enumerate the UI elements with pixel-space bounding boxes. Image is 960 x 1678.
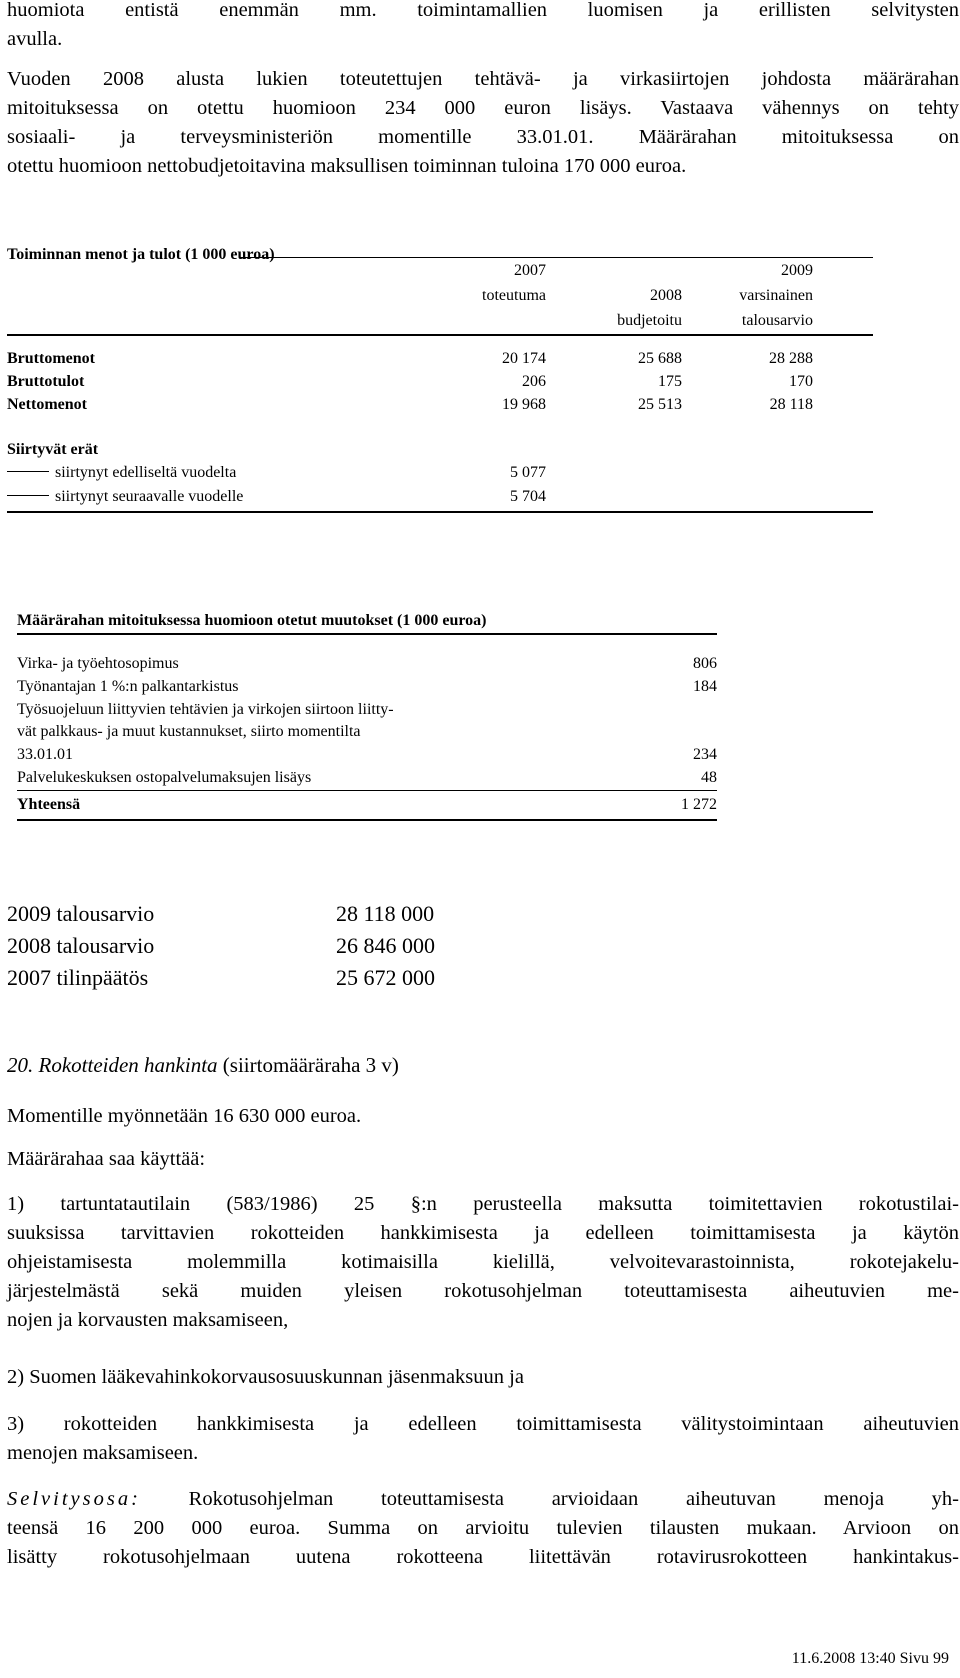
- cell-2007: 5 077: [510, 464, 546, 481]
- intro-paragraph: [7, 0, 959, 54]
- cell-2009: 28 288: [769, 350, 813, 367]
- text-line: sosiaali- ja terveysministeriön momentille 33.01.01. Määrärahan mitoituksessa on: [7, 126, 959, 148]
- dash-mark: [7, 495, 49, 496]
- text-line: 3) rokotteiden hankkimisesta ja edelleen toimittamisesta välitystoimintaan aiheutuvien: [7, 1413, 959, 1435]
- table-row: [7, 369, 873, 394]
- title-rule: [17, 633, 717, 635]
- row-label: siirtynyt seuraavalle vuodelle: [7, 484, 243, 509]
- cell-2007: 5 704: [510, 488, 546, 505]
- usage-item-1: [7, 1190, 959, 1335]
- cell-2008: 25 688: [638, 350, 682, 367]
- column-header-2008: 2008 budjetoitu: [617, 287, 682, 329]
- section-heading: [7, 1050, 399, 1080]
- table-row: [7, 437, 873, 462]
- dash-mark: [7, 471, 49, 472]
- budget-paragraph: [7, 65, 959, 181]
- summary-label: 2009 talousarvio: [7, 901, 155, 926]
- cell-2008: 175: [658, 373, 682, 390]
- text-line: Momentille myönnetään 16 630 000 euroa.: [7, 1105, 362, 1127]
- row-value: 184: [693, 678, 717, 695]
- text-line: avulla.: [7, 28, 63, 50]
- column-header-2007: 2007 toteutuma: [482, 262, 546, 304]
- header-rule: [7, 334, 873, 336]
- row-value: 806: [693, 655, 717, 672]
- table-title: Toiminnan menot ja tulot (1 000 euroa): [7, 246, 275, 263]
- row-label: Nettomenot: [7, 396, 87, 413]
- text-line: Vuoden 2008 alusta lukien toteutettujen tehtävä- ja virkasiirtojen johdosta määrärahan: [7, 68, 959, 90]
- cell-2009: 170: [789, 373, 813, 390]
- page-footer: 11.6.2008 13:40 Sivu 99: [791, 1650, 949, 1667]
- text-line: mitoituksessa on otettu huomioon 234 000 euron lisäys. Vastaava vähennys on tehty: [7, 97, 959, 119]
- cell-2008: 25 513: [638, 396, 682, 413]
- text-line: 1) tartuntatautilain (583/1986) 25 §:n perusteella maksutta toimitettavien rokotustilai-: [7, 1193, 959, 1215]
- text-line: nojen ja korvausten maksamiseen,: [7, 1309, 289, 1331]
- text-line: järjestelmästä sekä muiden yleisen rokotusohjelman toteuttamisesta aiheutuvien me-: [7, 1280, 959, 1302]
- row-value: 234: [693, 746, 717, 763]
- cell-2007: 206: [522, 373, 546, 390]
- text-line: teensä 16 200 000 euroa. Summa on arvioitu tulevien tilausten mukaan. Arvioon on: [7, 1517, 959, 1539]
- row-label: Työsuojeluun liittyvien tehtävien ja virkojen siirtoon liitty-: [17, 701, 394, 718]
- cell-2009: 28 118: [769, 396, 813, 413]
- grant-paragraph: [7, 1102, 959, 1131]
- transfers-label: Siirtyvät erät: [7, 441, 99, 458]
- summary-label: 2007 tilinpäätös: [7, 965, 149, 990]
- text-line: Selvitysosa: Rokotusohjelman toteuttamisesta arvioidaan aiheutuvan menoja yh-: [7, 1488, 960, 1510]
- text-line: Määrärahaa saa käyttää:: [7, 1148, 206, 1170]
- text-line: otettu huomioon nettobudjetoitavina maksullisen toiminnan tuloina 170 000 euroa.: [7, 155, 687, 177]
- text-line: lisätty rokotusohjelmaan uutena rokotteena liitettävän rotavirusrokotteen hankintakus-: [7, 1546, 959, 1568]
- table-row: [7, 460, 873, 485]
- total-label: Yhteensä: [17, 796, 81, 813]
- table-row: [7, 346, 873, 371]
- table-row: [7, 392, 873, 417]
- row-label: siirtynyt edelliseltä vuodelta: [7, 460, 236, 485]
- text-line: 2) Suomen lääkevahinkokorvausosuuskunnan jäsenmaksuun ja: [7, 1366, 524, 1388]
- cell-2007: 19 968: [502, 396, 546, 413]
- row-label: Bruttotulot: [7, 373, 85, 390]
- cell-2007: 20 174: [502, 350, 546, 367]
- usage-intro: [7, 1145, 959, 1174]
- summary-value: 25 672 000: [336, 965, 435, 990]
- table-bottom-rule: [7, 511, 873, 513]
- summary-value: 26 846 000: [336, 933, 435, 958]
- table-title: Määrärahan mitoituksessa huomioon otetut muutokset (1 000 euroa): [17, 612, 487, 629]
- explanation-label: Selvitysosa:: [7, 1488, 141, 1510]
- summary-label: 2008 talousarvio: [7, 933, 155, 958]
- row-label: 33.01.01: [17, 746, 73, 763]
- total-value: 1 272: [681, 796, 717, 813]
- table-bottom-rule: [17, 819, 717, 821]
- explanation-paragraph: [7, 1485, 959, 1572]
- row-label: Bruttomenot: [7, 350, 95, 367]
- sum-rule: [17, 790, 717, 791]
- section-type: (siirtomääräraha 3 v): [222, 1053, 399, 1077]
- column-header-2009: 2009 varsinainen talousarvio: [739, 262, 813, 329]
- section-number: 20.: [7, 1053, 34, 1077]
- row-value: 48: [701, 769, 717, 786]
- usage-item-2: [7, 1363, 959, 1392]
- row-label: vät palkkaus- ja muut kustannukset, siirto momentilta: [17, 723, 361, 740]
- summary-value: 28 118 000: [336, 901, 435, 926]
- text-line: ohjeistamisesta molemmilla kotimaisilla kielillä, velvoitevarastoinnista, rokotejakelu-: [7, 1251, 959, 1273]
- row-label: Virka- ja työehtosopimus: [17, 655, 179, 672]
- text-line: menojen maksamiseen.: [7, 1442, 199, 1464]
- text-line: suuksissa tarvittavien rokotteiden hankkimisesta ja edelleen toimittamisesta ja käytön: [7, 1222, 959, 1244]
- text-line: huomiota entistä enemmän mm. toimintamallien luomisen ja erillisten selvitysten: [7, 0, 959, 21]
- row-label: Palvelukeskuksen ostopalvelumaksujen lisäys: [17, 769, 312, 786]
- table-row: [7, 484, 873, 509]
- section-title: Rokotteiden hankinta: [38, 1053, 218, 1077]
- row-label: Työnantajan 1 %:n palkantarkistus: [17, 678, 239, 695]
- usage-item-3: [7, 1410, 959, 1468]
